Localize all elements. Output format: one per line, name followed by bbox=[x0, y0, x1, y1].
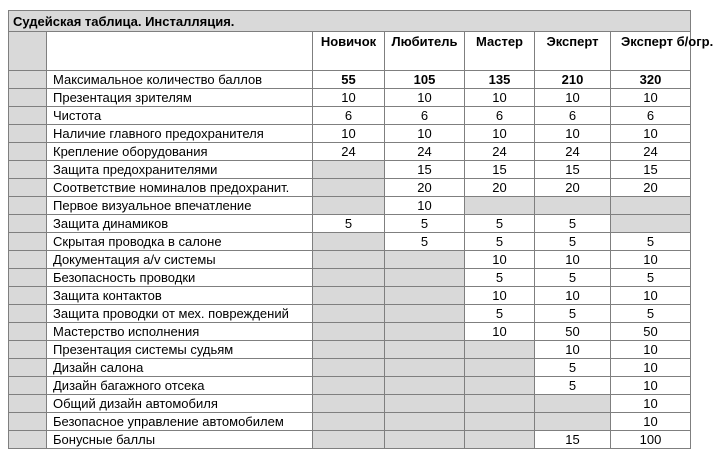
row-stub-cell bbox=[9, 287, 47, 305]
score-cell-expert-unlimited: 5 bbox=[611, 305, 691, 323]
table-row bbox=[9, 413, 691, 431]
table-row bbox=[9, 233, 691, 251]
score-cell-master: 10 bbox=[465, 251, 535, 269]
criterion-label: Дизайн багажного отсека bbox=[47, 377, 313, 395]
score-cell-expert-unlimited: 15 bbox=[611, 161, 691, 179]
column-header-expert: Эксперт bbox=[535, 32, 611, 71]
score-cell-expert: 10 bbox=[535, 89, 611, 107]
score-cell-master bbox=[465, 359, 535, 377]
row-stub-cell bbox=[9, 323, 47, 341]
column-header-master: Мастер bbox=[465, 32, 535, 71]
criterion-label: Наличие главного предохранителя bbox=[47, 125, 313, 143]
score-cell-master: 5 bbox=[465, 305, 535, 323]
score-cell-amateur: 24 bbox=[385, 143, 465, 161]
score-cell-novice: 5 bbox=[313, 215, 385, 233]
criterion-label: Безопасное управление автомобилем bbox=[47, 413, 313, 431]
table-row bbox=[9, 197, 691, 215]
score-cell-amateur bbox=[385, 377, 465, 395]
table-row bbox=[9, 377, 691, 395]
score-cell-expert: 24 bbox=[535, 143, 611, 161]
score-cell-master bbox=[465, 377, 535, 395]
score-cell-master bbox=[465, 395, 535, 413]
table-row bbox=[9, 287, 691, 305]
criterion-label: Презентация зрителям bbox=[47, 89, 313, 107]
table-row bbox=[9, 269, 691, 287]
row-stub-cell bbox=[9, 179, 47, 197]
criterion-label: Соответствие номиналов предохранит. bbox=[47, 179, 313, 197]
row-stub-cell bbox=[9, 125, 47, 143]
table-row bbox=[9, 107, 691, 125]
criterion-label: Скрытая проводка в салоне bbox=[47, 233, 313, 251]
score-cell-master: 20 bbox=[465, 179, 535, 197]
criterion-label: Дизайн салона bbox=[47, 359, 313, 377]
row-stub-cell bbox=[9, 89, 47, 107]
table-row bbox=[9, 161, 691, 179]
criterion-label: Защита динамиков bbox=[47, 215, 313, 233]
score-cell-expert-unlimited: 5 bbox=[611, 269, 691, 287]
score-cell-expert: 50 bbox=[535, 323, 611, 341]
header-row bbox=[9, 32, 691, 71]
score-cell-expert-unlimited: 10 bbox=[611, 251, 691, 269]
score-cell-expert-unlimited: 10 bbox=[611, 395, 691, 413]
score-cell-amateur: 10 bbox=[385, 125, 465, 143]
score-cell-novice: 55 bbox=[313, 71, 385, 89]
score-cell-amateur bbox=[385, 305, 465, 323]
score-cell-amateur bbox=[385, 395, 465, 413]
score-cell-amateur: 6 bbox=[385, 107, 465, 125]
row-stub-cell bbox=[9, 215, 47, 233]
score-cell-expert: 5 bbox=[535, 305, 611, 323]
score-cell-novice bbox=[313, 431, 385, 449]
score-cell-expert: 5 bbox=[535, 215, 611, 233]
criterion-label: Максимальное количество баллов bbox=[47, 71, 313, 89]
score-cell-amateur: 105 bbox=[385, 71, 465, 89]
table-row bbox=[9, 431, 691, 449]
score-cell-expert-unlimited: 5 bbox=[611, 233, 691, 251]
score-cell-expert: 5 bbox=[535, 269, 611, 287]
score-cell-master: 15 bbox=[465, 161, 535, 179]
score-cell-expert-unlimited: 10 bbox=[611, 413, 691, 431]
criterion-label: Документация a/v системы bbox=[47, 251, 313, 269]
score-cell-novice bbox=[313, 341, 385, 359]
score-cell-expert: 10 bbox=[535, 125, 611, 143]
row-stub-cell bbox=[9, 161, 47, 179]
score-cell-amateur: 10 bbox=[385, 89, 465, 107]
table-row bbox=[9, 323, 691, 341]
score-cell-expert-unlimited bbox=[611, 197, 691, 215]
score-cell-amateur bbox=[385, 251, 465, 269]
score-cell-amateur bbox=[385, 431, 465, 449]
row-stub-cell bbox=[9, 377, 47, 395]
row-stub-cell bbox=[9, 251, 47, 269]
score-cell-amateur bbox=[385, 341, 465, 359]
score-cell-expert-unlimited: 10 bbox=[611, 359, 691, 377]
score-cell-novice bbox=[313, 161, 385, 179]
criterion-label: Защита предохранителями bbox=[47, 161, 313, 179]
score-cell-master bbox=[465, 413, 535, 431]
score-cell-master: 10 bbox=[465, 287, 535, 305]
criterion-label: Мастерство исполнения bbox=[47, 323, 313, 341]
score-cell-master bbox=[465, 341, 535, 359]
score-cell-amateur: 10 bbox=[385, 197, 465, 215]
score-cell-expert-unlimited: 20 bbox=[611, 179, 691, 197]
header-label-cell bbox=[47, 32, 313, 71]
criterion-label: Презентация системы судьям bbox=[47, 341, 313, 359]
score-cell-novice bbox=[313, 287, 385, 305]
score-cell-expert-unlimited: 6 bbox=[611, 107, 691, 125]
criterion-label: Бонусные баллы bbox=[47, 431, 313, 449]
score-cell-expert-unlimited bbox=[611, 215, 691, 233]
table-row bbox=[9, 71, 691, 89]
row-stub-cell bbox=[9, 269, 47, 287]
row-stub-cell bbox=[9, 233, 47, 251]
score-cell-expert-unlimited: 10 bbox=[611, 341, 691, 359]
score-cell-expert bbox=[535, 413, 611, 431]
score-cell-novice bbox=[313, 269, 385, 287]
score-cell-novice: 10 bbox=[313, 125, 385, 143]
score-cell-master bbox=[465, 431, 535, 449]
table-row bbox=[9, 89, 691, 107]
criterion-label: Чистота bbox=[47, 107, 313, 125]
score-cell-expert-unlimited: 24 bbox=[611, 143, 691, 161]
score-cell-amateur bbox=[385, 269, 465, 287]
score-cell-novice bbox=[313, 395, 385, 413]
score-cell-novice bbox=[313, 377, 385, 395]
row-stub-cell bbox=[9, 305, 47, 323]
score-cell-novice bbox=[313, 359, 385, 377]
score-cell-expert-unlimited: 10 bbox=[611, 125, 691, 143]
table-row bbox=[9, 395, 691, 413]
row-stub-cell bbox=[9, 395, 47, 413]
score-cell-expert-unlimited: 10 bbox=[611, 377, 691, 395]
score-cell-master: 10 bbox=[465, 125, 535, 143]
score-cell-amateur: 5 bbox=[385, 233, 465, 251]
score-cell-expert-unlimited: 50 bbox=[611, 323, 691, 341]
row-stub-cell bbox=[9, 413, 47, 431]
score-cell-novice bbox=[313, 413, 385, 431]
table-row bbox=[9, 215, 691, 233]
score-cell-expert bbox=[535, 395, 611, 413]
score-cell-amateur bbox=[385, 359, 465, 377]
score-cell-expert: 5 bbox=[535, 233, 611, 251]
score-cell-amateur bbox=[385, 413, 465, 431]
score-cell-expert: 20 bbox=[535, 179, 611, 197]
score-cell-novice: 24 bbox=[313, 143, 385, 161]
score-cell-expert-unlimited: 100 bbox=[611, 431, 691, 449]
row-stub-cell bbox=[9, 197, 47, 215]
table-row bbox=[9, 341, 691, 359]
score-cell-expert-unlimited: 320 bbox=[611, 71, 691, 89]
criterion-label: Защита проводки от мех. повреждений bbox=[47, 305, 313, 323]
score-cell-expert-unlimited: 10 bbox=[611, 89, 691, 107]
table-row bbox=[9, 251, 691, 269]
table-row bbox=[9, 179, 691, 197]
score-cell-amateur bbox=[385, 287, 465, 305]
judging-table bbox=[8, 10, 713, 449]
criterion-label: Общий дизайн автомобиля bbox=[47, 395, 313, 413]
header-stub-cell bbox=[9, 32, 47, 71]
column-header-novice: Новичок bbox=[313, 32, 385, 71]
score-cell-expert: 15 bbox=[535, 161, 611, 179]
score-cell-expert: 5 bbox=[535, 359, 611, 377]
score-cell-novice bbox=[313, 305, 385, 323]
score-cell-expert bbox=[535, 197, 611, 215]
score-cell-master: 5 bbox=[465, 269, 535, 287]
table-row bbox=[9, 125, 691, 143]
table-row bbox=[9, 305, 691, 323]
score-cell-amateur: 5 bbox=[385, 215, 465, 233]
score-cell-novice bbox=[313, 323, 385, 341]
score-cell-expert: 6 bbox=[535, 107, 611, 125]
score-cell-master: 135 bbox=[465, 71, 535, 89]
score-cell-master: 10 bbox=[465, 89, 535, 107]
score-cell-expert: 15 bbox=[535, 431, 611, 449]
row-stub-cell bbox=[9, 359, 47, 377]
score-cell-master: 5 bbox=[465, 233, 535, 251]
score-cell-master: 5 bbox=[465, 215, 535, 233]
score-cell-expert-unlimited: 10 bbox=[611, 287, 691, 305]
table-title: Судейская таблица. Инсталляция. bbox=[9, 11, 691, 32]
score-cell-novice: 6 bbox=[313, 107, 385, 125]
score-cell-master: 24 bbox=[465, 143, 535, 161]
score-cell-expert: 210 bbox=[535, 71, 611, 89]
row-stub-cell bbox=[9, 71, 47, 89]
score-cell-novice bbox=[313, 197, 385, 215]
row-stub-cell bbox=[9, 107, 47, 125]
score-cell-expert: 5 bbox=[535, 377, 611, 395]
criterion-label: Защита контактов bbox=[47, 287, 313, 305]
row-stub-cell bbox=[9, 431, 47, 449]
score-cell-expert: 10 bbox=[535, 287, 611, 305]
score-cell-novice: 10 bbox=[313, 89, 385, 107]
column-header-expert-unlimited: Эксперт б/огр. bbox=[611, 32, 691, 71]
row-stub-cell bbox=[9, 143, 47, 161]
score-cell-expert: 10 bbox=[535, 251, 611, 269]
score-cell-novice bbox=[313, 233, 385, 251]
table-row bbox=[9, 143, 691, 161]
score-cell-amateur: 15 bbox=[385, 161, 465, 179]
score-cell-novice bbox=[313, 179, 385, 197]
table-row bbox=[9, 359, 691, 377]
row-stub-cell bbox=[9, 341, 47, 359]
score-cell-master: 6 bbox=[465, 107, 535, 125]
criterion-label: Безопасность проводки bbox=[47, 269, 313, 287]
score-cell-master bbox=[465, 197, 535, 215]
score-cell-master: 10 bbox=[465, 323, 535, 341]
score-cell-amateur: 20 bbox=[385, 179, 465, 197]
column-header-amateur: Любитель bbox=[385, 32, 465, 71]
criterion-label: Крепление оборудования bbox=[47, 143, 313, 161]
score-cell-novice bbox=[313, 251, 385, 269]
criterion-label: Первое визуальное впечатление bbox=[47, 197, 313, 215]
score-cell-amateur bbox=[385, 323, 465, 341]
score-cell-expert: 10 bbox=[535, 341, 611, 359]
